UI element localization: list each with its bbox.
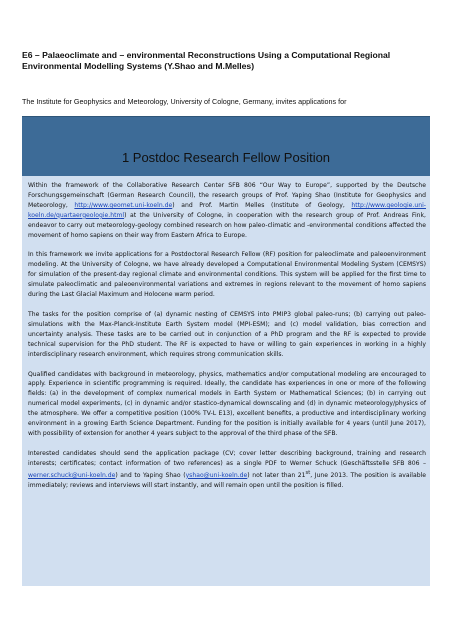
shao-email-link[interactable]: yshao@uni-koeln.de bbox=[185, 471, 248, 479]
p5-text-d: , June 2013. The position is available immediately; reviews and interviews will start instantly, and will remain open until the position is filled. bbox=[28, 471, 426, 489]
schuck-email-link[interactable]: werner.schuck@uni-koeln.de bbox=[28, 471, 116, 479]
position-title: 1 Postdoc Research Fellow Position bbox=[121, 150, 331, 165]
geologie-link[interactable]: http://www.geologie.uni-koeln.de/quartaergeologie.html bbox=[28, 201, 426, 219]
p5-text-b: ) and to Yaping Shao ( bbox=[115, 471, 186, 479]
p1-text-c: ) at the University of Cologne, in cooperation with the research group of Prof. Andreas Fink, endeavor to carry out meteorology-geology combined research on how paleo-climatic and -environmental conditions affected the movement of homo sapiens on their way from Eastern Africa to Europe. bbox=[28, 211, 426, 239]
p5-text-c: ) not later than 21 bbox=[247, 471, 306, 479]
paragraph-application bbox=[28, 449, 426, 491]
p1-text-b: ) and Prof. Martin Melles (Institute of Geology, bbox=[172, 201, 352, 209]
paragraph-tasks: The tasks for the position comprise of (a) dynamic nesting of CEMSYS into PMIP3 global paleo-runs; (b) carrying out paleo-simulations with the Max-Planck-Institute Earth System model (MPI-ESM); and (c) model validation, bias correction and uncertainty analysis. These tasks are to be carried out in conjunction of a PhD program and the RF is expected to provide technical supervision for the PhD student. The RF is expected to have or willing to gain experiences in working in a highly interdisciplinary research environment, which requires strong communication skills. bbox=[28, 310, 426, 358]
paragraph-qualifications: Qualified candidates with background in meteorology, physics, mathematics and/or computational modeling are encouraged to apply. Experience in scientific programming is required. Ideally, the candidate has experiences in one or more of the following fields: (a) in the development of complex numerical models in Earth System or Mathematical Sciences; (b) in carrying out numerical model experiments, (c) in dynamic and/or stastico-dynamical downscaling and (d) in dynamic meteorology/physics of the atmosphere. We offer a competitive position (100% TV-L E13), excellent benefits, a productive and interdisciplinary working environment in a growing Earth Science Department. Funding for the position is initially available for 4 years (until June 2017), with possibility of extension for another 4 years subject to the approval of the third phase of the SFB. bbox=[28, 370, 426, 437]
intro-text: The Institute for Geophysics and Meteorology, University of Cologne, Germany, invites applications for bbox=[22, 97, 347, 106]
title-banner bbox=[22, 116, 430, 177]
date-superscript: st bbox=[305, 469, 311, 476]
p5-text-a: Interested candidates should send the application package (CV; cover letter describing background, training and research interests; certificates; contact information of two references) as a single PDF to Werner Schuck (Geschäftsstelle SFB 806 – bbox=[28, 449, 426, 467]
paragraph-position: In this framework we invite applications for a Postdoctoral Research Fellow (RF) position for paleoclimate and paleoenvironment modeling. At the University of Cologne, we have already developed a Computational Environmental Modeling System (CEMSYS) for simulation of the present-day regional climate and environmental conditions. This system will be applied for the first time to simulate paleoclimatic and paleoenvironmental variations and extremes in regions relevant to the movement of homo sapiens during the Last Glacial Maximum and Holocene warm period. bbox=[28, 251, 426, 299]
paragraph-framework bbox=[28, 181, 426, 240]
geomet-link[interactable]: http://www.geomet.uni-koeln.de bbox=[74, 201, 173, 209]
p1-text-a: Within the framework of the Collaborative Research Center SFB 806 “Our Way to Europe”, supported by the Deutsche Forschungsgemeinschaft (German Research Council), the research groups of Prof. Yaping Shao (Institute for Geophysics and Meteorology, bbox=[28, 182, 426, 209]
announcement-body bbox=[28, 181, 426, 501]
document-title: E6 – Palaeoclimate and – environmental Reconstructions Using a Computational Regional Environmental Modelling Systems (Y.Shao and M.Melles) bbox=[22, 50, 391, 71]
